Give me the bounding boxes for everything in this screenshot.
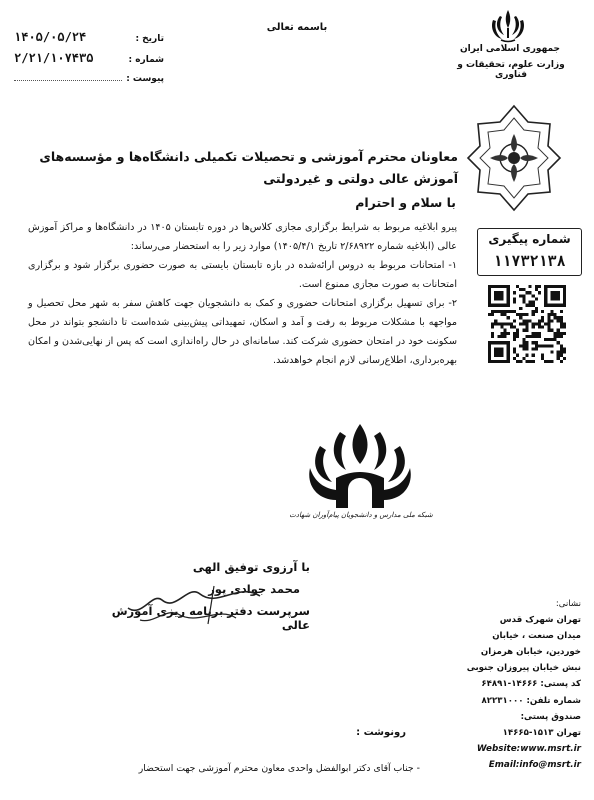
paragraph-item-2: ۲- برای تسهیل برگزاری امتحانات حضوری و کمک به دانشجویان جهت کاهش سفر به شهر محل تحصیل و مواجهه با مشکلات مربوط به رفت و آمد و اسکان، تمهیداتی پیش‌بینی شده‌است تا دانشجو بتواند در محل سکونت خود در امتحان حضوری شرکت کند. سامانه‌ای در حال راه‌اندازی است که پس از نهایی‌شدن و امکان بهره‌برداری، اطلاع‌رسانی لازم انجام خواهدشد. [28, 298, 457, 366]
number-label: شماره : [128, 55, 164, 65]
website-link[interactable]: Website:www.msrt.ir [476, 743, 581, 754]
address-line: میدان صنعت ، خیابان [492, 631, 581, 642]
ornament-icon [466, 104, 562, 212]
organization-logo-icon [300, 416, 420, 516]
date-value: ۱۴۰۵/۰۵/۲۴ [14, 30, 87, 44]
letter-meta [14, 28, 164, 89]
cc-recipient: - جناب آقای دکتر ابوالفضل واحدی معاون محترم آموزشی جهت استحضار [138, 763, 420, 774]
logo-caption: شبکه ملی مدارس و دانشجویان پیام‌آوران شهادت [289, 511, 433, 519]
handwritten-signature-icon [118, 578, 268, 630]
cc-label: رونوشت : [356, 727, 406, 738]
address-line: تهران شهرک قدس [499, 615, 581, 626]
address-line: نبش خیابان پیروزان جنوبی [466, 663, 581, 674]
signature-closing: با آرزوی توفیق الهی [192, 560, 310, 574]
email-link[interactable]: Email:info@msrt.ir [488, 759, 581, 770]
tracking-number: ۱۱۷۳۲۱۳۸ [493, 252, 566, 270]
address-label: نشانی: [555, 599, 581, 609]
republic-title: جمهوری اسلامی ایران [459, 44, 561, 54]
signatory-name: محمد جوادی پور [208, 582, 300, 596]
paragraph-item-1: ۱- امتحانات مربوط به دروس ارائه‌شده در بازه تابستان بایستی به صورت حضوری برگزار شود و برگزاری امتحانات به صورت مجازی ممنوع است. [28, 260, 457, 290]
greeting: با سلام و احترام [355, 195, 456, 210]
number-value: ۲/۲۱/۱۰۷۴۳۵ [14, 51, 94, 65]
paragraph-intro: پیرو ابلاغیه مربوط به شرایط برگزاری مجازی کلاس‌ها در دوره تابستان ۱۴۰۵ در دانشگاه‌ها و مراکز آموزش عالی (ابلاغیه شماره ۲/۶۸۹۲۲ تاریخ ۱۴۰۵/۴/۱) موارد زیر را به استحضار می‌رساند: [28, 222, 458, 252]
letter-body [28, 218, 457, 370]
qr-code-icon[interactable] [488, 285, 566, 363]
address-line: خوردین، خیابان هرمزان [480, 647, 581, 658]
ministry-title: وزارت علوم، تحقیقات و فناوری [457, 60, 565, 80]
address-line: کد پستی: ۱۴۶۶۶-۶۴۸۹۱ [481, 679, 581, 690]
iran-emblem-icon [488, 6, 528, 44]
date-label: تاریخ : [135, 34, 164, 44]
basmala: باسمه تعالی [266, 22, 328, 33]
tracking-number-box [477, 228, 582, 276]
tracking-label: شماره پیگیری [488, 232, 571, 246]
attachment-label: پیوست : [126, 74, 164, 84]
attachment-line [14, 79, 122, 81]
signatory-title: سرپرست دفتر برنامه ریزی آموزش عالی [111, 604, 310, 632]
address-line: تهران ۱۵۱۳-۱۴۶۶۵ [502, 727, 581, 738]
address-block [456, 596, 581, 773]
recipient: معاونان محترم آموزشی و تحصیلات تکمیلی دانشگاه‌ها و مؤسسه‌های آموزش عالی دولتی و غیردولتی [39, 149, 458, 186]
address-line: شماره تلفن: ۸۲۲۳۱۰۰۰ [481, 695, 581, 706]
address-line: صندوق پستی: [520, 711, 581, 722]
